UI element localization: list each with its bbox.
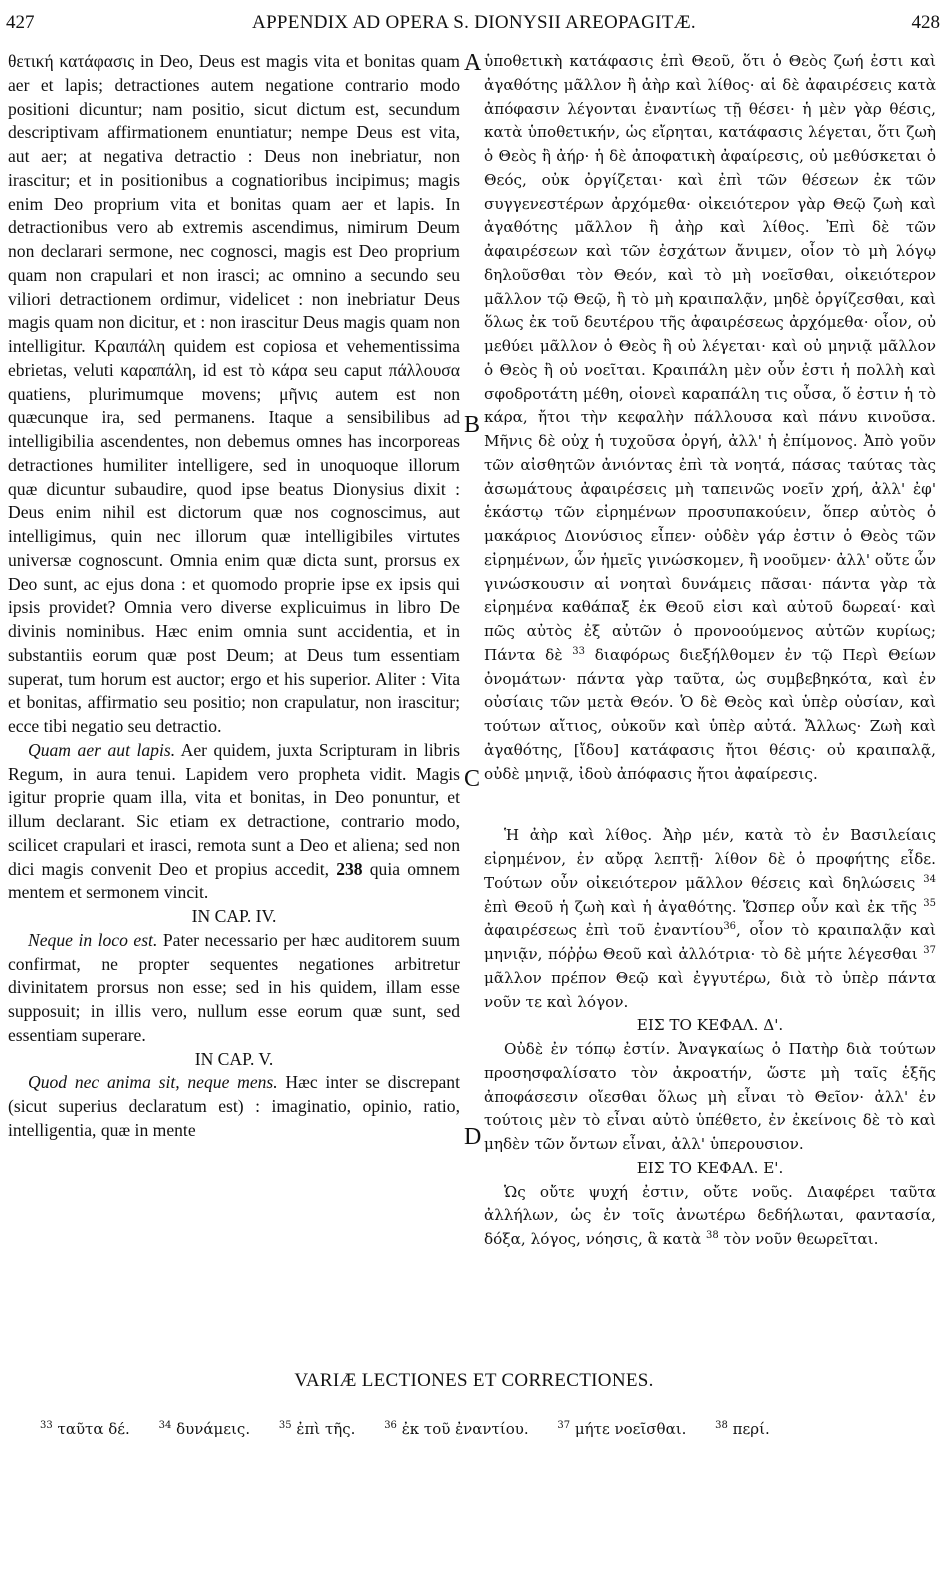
variant-note: $^{33}$ ταῦτα δέ. [40,1420,130,1438]
note-ref-34: 34 [923,873,936,885]
note-ref-33: 33 [572,645,585,657]
note-ref-36: 36 [723,921,737,933]
greek-text-4a: Ὡς οὔτε ψυχή ἐστιν, οὔτε νοῦς. Διαφέρει ταῦτα ἀλλήλων, ὡς ἐν τοῖς ἀνωτέρω δεδήλωται, φαντασία, δόξα, λόγος, νόησις, ἃ κατὰ [484,1182,936,1248]
latin-paragraph-1: θετική κατάφασις in Deo, Deus est magis vita et bonitas quam aer et lapis; detractiones autem negatione contrario modo positioni dicuntur; nam positio, sicut dictum est, secundum descriptivam affirmationem enuntiatur; nempe Deus est vita, aut aer; at negativa detractio : Deus non inebriatur, non irascitur; et in positionibus a cognatioribus incipimus; magis enim Deo proprium vita et bonitas quam aer et lapis. In detractionibus vero ab extremis ascendimus, nimirum Deum non declarari sermone, nec cognosci, magis est Deo proprium quam non crapulari et non irasci; ac omnino a secundo seu viliori detractionem ordimur, videlicet : non inebriatur Deus magis quam non dicitur, et : non irascitur Deus magis quam non intelligitur. Κραιπάλη quidem est copiosa et vehementissima ebrietas, veluti καραπάλη, id est τὸ κάρα seu caput πάλλουσα quatiens, plurimumque movens; μῆνις autem est non quæcunque ira, sed permanens. Itaque a sensibilibus ad intelligibilia ascendentes, non debemus omnes has incorporeas detractiones humiliter intelligere, sed in unoquoque illorum quæ dicuntur subaudire, quod ipse beatus Dionysius dixit : Deus enim nihil est dictorum quæ nos cognoscimus, aut intelligimus, quin nec illorum quæ intelligibiles virtutes universæ cognoscunt. Omnia enim quæ dicta sunt, prorsus ex Deo sunt, ac ejus dona : et quomodo proprie ipse ex ipsis qui ipsis providet? Omnia vero diverse explicuimus in libro De divinis nominibus. Hæc enim omnia sunt accidentia, et in substantiis eorum quæ post Deum; at Deus tum essentiam superat, tum horum est auctor; ergo et his superior. Aliter : Vita et bonitas, affirmatio seu positio; non crapulatur, non irascitur; ecce tibi negatio seu detractio. [8,51,460,736]
greek-text-2b: ἐπὶ Θεοῦ ἡ ζωὴ καὶ ἡ ἀγαθότης. Ὥσπερ οὖν καὶ ἐκ τῆς [484,897,917,916]
running-title: APPENDIX AD OPERA S. DIONYSII AREOPAGITÆ. [252,12,696,33]
latin-paragraph-4 [8,1071,460,1142]
latin-lemma-4: Quod nec anima sit, neque mens. [28,1072,278,1093]
greek-paragraph-4 [484,1181,936,1252]
variant-note: $^{36}$ ἐκ τοῦ ἐναντίου. [384,1420,529,1438]
page-number-left: 427 [6,12,35,33]
variae-lectiones-title: VARIÆ LECTIONES ET CORRECTIONES. [294,1370,654,1391]
greek-heading-cap-iv: ΕΙΣ ΤΟ ΚΕΦΑΛ. Δ'. [636,1016,784,1035]
latin-text-2-end: quia omnem mentem et sermonem vincit. [8,858,460,903]
latin-text-2: Aer quidem, juxta Scripturam in libris Regum, in aura tenui. Lapidem vero propheta vidit. Magis igitur proprie quam illa, vita et bonitas, in Deo ponuntur, et illum declarant. Sic etiam ex detractione, contrario modo, scilicet crapulari et irasci, remota sunt a Deo et aliena; sed non dici magis convenit Deo et propius accedit, [8,739,460,879]
note-ref-37: 37 [923,944,936,956]
latin-text-3: Pater necessario per hæc auditorem suum confirmat, ne propter sequentes negationes arbitretur divinitatem prorsus non esse; sed in his quidem, illam esse supposuit; in illis vero, nullum esse eorum quæ sunt, sed essentiam superare. [8,929,461,1045]
greek-text-4b: τὸν νοῦν θεωρεῖται. [718,1230,879,1248]
margin-marker-d: D [464,1124,482,1150]
page-header [6,12,942,42]
greek-text-2d: , οἷον τὸ κραιπαλᾷν καὶ μηνιᾷν, πόῤῥω Θεοῦ καὶ ἀλλότρια· τὸ δὲ μήτε λέγεσθαι [484,921,936,963]
greek-text-1: ὑποθετικὴ κατάφασις ἐπὶ Θεοῦ, ὅτι ὁ Θεὸς ζωή ἐστι καὶ ἀγαθότης μᾶλλον ἢ ἀὴρ καὶ λίθος· αἱ δὲ ἀφαιρέσεις κατὰ ἀπόφασιν λέγονται ἐναντίως τῇ θέσει· ἡ μὲν γὰρ θέσις, κατὰ ὑποθετικήν, ὡς εἴρηται, κατάφασις λέγεται, ὅτι ζωὴ ὁ Θεὸς ἢ ἀήρ· ἡ δὲ ἀποφατικὴ ἀφαίρεσις, οὐ μεθύσκεται ὁ Θεός, οὐκ ὀργίζεται· καὶ ἐπὶ τῶν θέσεων ἐκ τῶν συγγενεστέρων ἀρχόμεθα· οἰκειότερον γὰρ Θεῷ ζωὴ καὶ ἀγαθότης μᾶλλον ἢ ἀὴρ καὶ λίθος. Ἐπὶ δὲ τῶν ἀφαιρέσεων καὶ τῶν ἐσχάτων ἄνιμεν, οἷον τὸ μὴ λόγῳ δηλοῦσθαι τὸν Θεόν, καὶ τὸ μὴ νοεῖσθαι, οἰκειότερον μᾶλλον τῷ Θεῷ, ἢ τὸ μὴ κραιπαλᾷν, μηδὲ ὀργίζεσθαι, καὶ ὅλως ἐκ τοῦ δευτέρου τῆς ἀφαιρέσεως ἀρχόμεθα· οἷον, οὐ μεθύει μᾶλλον ὁ Θεὸς ἢ οὐ λέγεται· καὶ οὐ μηνιᾷ μᾶλλον ὁ Θεὸς ἢ οὐ νοεῖται. Κραιπάλη μὲν οὖν ἐστι ἡ πολλὴ καὶ σφοδροτάτη μέθη, οἱονεὶ καραπάλη τις οὖσα, ὅ ἐστιν ἡ τὸ κάρα, ἤτοι τὴν κεφαλὴν πάλλουσα καὶ πάνυ κινοῦσα. Μῆνις δὲ οὐχ ἡ τυχοῦσα ὀργή, ἀλλ' ἡ ἐπίμονος. Ἀπὸ γοῦν τῶν αἰσθητῶν ἀνιόντας ἐπὶ τὰ νοητά, πάσας ταύτας τὰς ἀσωμάτους ἀφαιρέσεις μὴ ταπεινῶς νοεῖν χρή, ἀλλ' ἐφ' ἑκάστῳ τῶν εἰρημένων προσυπακούειν, ὅπερ αὐτὸς ὁ μακάριος Διονύσιος εἶπεν· οὐδὲν γάρ ἐστιν ὁ Θεὸς τῶν εἰρημένων, ὧν ἡμεῖς γινώσκομεν, ἢ νοοῦμεν· ἀλλ' οὔτε ὧν γινώσκουσιν αἱ νοηταὶ δυνάμεις πᾶσαι· πάντα γὰρ τὰ εἰρημένα καθάπαξ ἐκ Θεοῦ εἰσι καὶ αὐτοῦ δωρεαί· καὶ πῶς αὐτὸς ἐξ αὐτῶν ὁ προνοούμενος αὐτῶν κυρίως; Πάντα δὲ [484,52,936,664]
latin-lemma-3: Neque in loco est. [28,929,158,950]
latin-paragraph-3 [8,929,460,1048]
latin-heading-cap-iv: IN CAP. IV. [191,906,277,926]
latin-heading-cap-v: IN CAP. V. [194,1048,274,1069]
greek-text-2a: Ἡ ἀὴρ καὶ λίθος. Ἀὴρ μέν, κατὰ τὸ ἐν Βασιλείαις εἰρημένον, ἐν αὔρᾳ λεπτῇ· λίθον δὲ ὁ προφήτης εἶδε. Τούτων οὖν οἰκειότερον μᾶλλον θέσεις καὶ δηλώσεις [484,826,936,892]
latin-lemma-2: Quam aer aut lapis. [28,739,176,760]
latin-paragraph-2 [8,739,460,905]
page-number-right: 428 [911,12,940,33]
column-number: 238 [336,858,363,879]
note-ref-35: 35 [923,897,937,909]
greek-text-2e: μᾶλλον πρέπον Θεῷ καὶ ἐγγυτέρω, διὰ τὸ ὑπὲρ πάντα νοῦν τε καὶ λόγον. [484,968,936,1011]
latin-text-4: Hæc inter se discrepant (sicut superius declaratum est) : imaginatio, opinio, ratio, intelligentia, quæ in mente [8,1072,460,1140]
greek-column [484,50,936,1252]
latin-column [8,50,460,1143]
variae-lectiones-notes [40,1420,920,1438]
column-gap [484,786,936,824]
greek-text-2c: ἀφαιρέσεως ἐπὶ τοῦ ἐναντίου [484,921,724,940]
note-ref-38: 38 [706,1229,719,1241]
variant-note: $^{37}$ μήτε νοεῖσθαι. [557,1420,687,1438]
greek-paragraph-3: Οὐδὲ ἐν τόπῳ ἐστίν. Ἀναγκαίως ὁ Πατὴρ διὰ τούτων προσησφαλίσατο τὸν ἀκροατήν, ὥστε μὴ ταῖς ἑξῆς ἀποφάσεσιν οἴεσθαι ὅλως μὴ εἶναι τὸ Θεῖον· ἀλλ' ἐν τούτοις μὲν τὸ εἶναι αὐτὸ ὑπέθετο, ἐν ἐκείνοις δὲ τὸ καὶ μηδὲν τῶν ὄντων εἶναι, ἀλλ' ὑπερουσιον. [484,1040,936,1153]
variant-note: $^{38}$ περί. [715,1420,770,1438]
greek-heading-cap-v: ΕΙΣ ΤΟ ΚΕΦΑΛ. Ε'. [636,1158,784,1177]
margin-marker-b: B [464,412,481,438]
greek-paragraph-2 [484,824,936,1014]
greek-text-1-cont: διαφόρως διεξήλθομεν ἐν τῷ Περὶ Θείων ὀνομάτων· πάντα γὰρ ταῦτα, ὡς συμβεβηκότα, καὶ ἐν οὐσίαις τῶν μετὰ Θεόν. Ὁ δὲ Θεὸς καὶ ὑπὲρ οὐσίαν, καὶ τούτων αἴτιος, οὐκοῦν καὶ ὑπὲρ αὐτά. Ἄλλως· Ζωὴ καὶ ἀγαθότης, [ἴδου] κατάφασις ἤτοι θέσις· οὐ κραιπαλᾷ, οὐδὲ μηνιᾷ, ἰδοὺ ἀπόφασις ἤτοι ἀφαίρεσις. [484,645,936,783]
greek-paragraph-1 [484,50,936,786]
variant-note: $^{34}$ δυνάμεις. [158,1420,251,1438]
margin-marker-c: C [464,766,481,792]
variant-note: $^{35}$ ἐπὶ τῆς. [278,1420,356,1438]
margin-marker-a: A [464,50,482,76]
